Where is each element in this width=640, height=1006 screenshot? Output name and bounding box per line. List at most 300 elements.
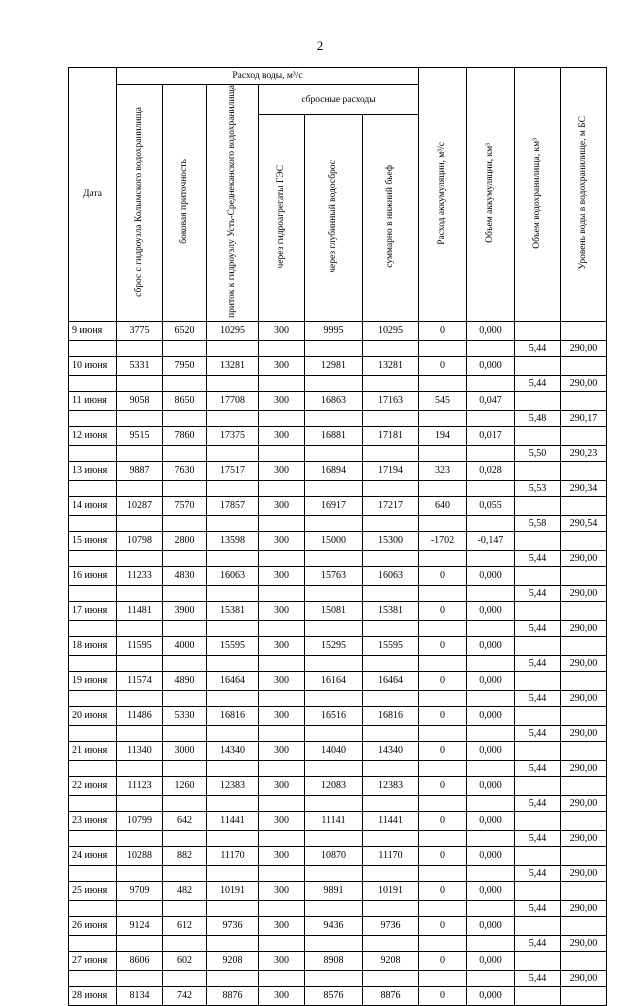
reservoir-volume-cell: 5,44 (515, 725, 561, 741)
empty-cell (305, 410, 363, 426)
empty-cell (207, 375, 259, 391)
empty-cell (305, 865, 363, 881)
empty-cell (207, 795, 259, 811)
hpp-discharge-cell: 300 (259, 706, 305, 725)
header-discharge-group: сбросные расходы (259, 85, 419, 115)
date-cell: 11 июня (69, 391, 117, 410)
lateral-inflow-cell: 4890 (163, 671, 207, 690)
empty-cell (259, 585, 305, 601)
kolyma-release-cell: 3775 (117, 321, 163, 340)
kolyma-release-cell: 9124 (117, 916, 163, 935)
reservoir-volume-cell: 5,53 (515, 480, 561, 496)
lateral-inflow-cell: 5330 (163, 706, 207, 725)
empty-cell (305, 795, 363, 811)
empty-cell (561, 391, 607, 410)
date-cell: 10 июня (69, 356, 117, 375)
empty-cell (163, 375, 207, 391)
empty-cell (363, 760, 419, 776)
header-hpp: через гидроагрегаты ГЭС (259, 115, 305, 322)
date-cell: 14 июня (69, 496, 117, 515)
empty-cell (363, 865, 419, 881)
empty-cell (561, 846, 607, 865)
empty-cell (163, 410, 207, 426)
table-row-reservoir (69, 620, 607, 636)
inflow-cell: 9736 (207, 916, 259, 935)
empty-cell (117, 375, 163, 391)
empty-cell (163, 865, 207, 881)
accum-rate-cell: 0 (419, 951, 467, 970)
empty-cell (163, 760, 207, 776)
empty-cell (515, 706, 561, 725)
accum-rate-cell: 194 (419, 426, 467, 445)
table-row-reservoir (69, 340, 607, 356)
empty-cell (305, 480, 363, 496)
accum-rate-cell: 0 (419, 741, 467, 760)
accum-rate-cell: 0 (419, 986, 467, 1005)
empty-cell (515, 671, 561, 690)
table-row-reservoir (69, 795, 607, 811)
header-reservoir-volume: Объем водохранилища, км³ (515, 68, 561, 322)
reservoir-volume-cell: 5,44 (515, 585, 561, 601)
table-row-reservoir (69, 830, 607, 846)
deep-spillway-cell: 8908 (305, 951, 363, 970)
inflow-cell: 17517 (207, 461, 259, 480)
empty-cell (561, 951, 607, 970)
accum-rate-cell: 0 (419, 776, 467, 795)
inflow-cell: 15381 (207, 601, 259, 620)
total-discharge-cell: 10191 (363, 881, 419, 900)
empty-cell (163, 480, 207, 496)
empty-cell (259, 970, 305, 986)
empty-cell (305, 375, 363, 391)
accum-rate-cell: 0 (419, 636, 467, 655)
date-cell: 26 июня (69, 916, 117, 935)
accum-volume-cell: 0,000 (467, 951, 515, 970)
water-level-cell: 290,00 (561, 690, 607, 706)
empty-cell (419, 655, 467, 671)
hpp-discharge-cell: 300 (259, 881, 305, 900)
date-cell: 25 июня (69, 881, 117, 900)
accum-volume-cell: 0,000 (467, 846, 515, 865)
empty-cell (163, 690, 207, 706)
total-discharge-cell: 15381 (363, 601, 419, 620)
empty-cell (163, 795, 207, 811)
accum-rate-cell: -1702 (419, 531, 467, 550)
empty-cell (69, 480, 117, 496)
water-level-cell: 290,54 (561, 515, 607, 531)
lateral-inflow-cell: 742 (163, 986, 207, 1005)
empty-cell (259, 935, 305, 951)
lateral-inflow-cell: 3900 (163, 601, 207, 620)
lateral-inflow-cell: 6520 (163, 321, 207, 340)
total-discharge-cell: 17194 (363, 461, 419, 480)
empty-cell (207, 970, 259, 986)
empty-cell (363, 375, 419, 391)
empty-cell (363, 550, 419, 566)
date-cell: 18 июня (69, 636, 117, 655)
empty-cell (305, 445, 363, 461)
inflow-cell: 15595 (207, 636, 259, 655)
inflow-cell: 10295 (207, 321, 259, 340)
date-cell: 12 июня (69, 426, 117, 445)
empty-cell (561, 776, 607, 795)
empty-cell (259, 760, 305, 776)
empty-cell (419, 585, 467, 601)
hpp-discharge-cell: 300 (259, 601, 305, 620)
hpp-discharge-cell: 300 (259, 671, 305, 690)
total-discharge-cell: 12383 (363, 776, 419, 795)
accum-rate-cell: 0 (419, 916, 467, 935)
accum-rate-cell: 0 (419, 566, 467, 585)
water-level-cell: 290,00 (561, 340, 607, 356)
kolyma-release-cell: 8134 (117, 986, 163, 1005)
empty-cell (305, 515, 363, 531)
empty-cell (515, 356, 561, 375)
lateral-inflow-cell: 8650 (163, 391, 207, 410)
empty-cell (363, 970, 419, 986)
kolyma-release-cell: 11574 (117, 671, 163, 690)
empty-cell (259, 865, 305, 881)
empty-cell (259, 480, 305, 496)
water-level-cell: 290,00 (561, 795, 607, 811)
empty-cell (259, 340, 305, 356)
empty-cell (467, 655, 515, 671)
empty-cell (117, 550, 163, 566)
empty-cell (259, 620, 305, 636)
empty-cell (117, 865, 163, 881)
empty-cell (515, 811, 561, 830)
empty-cell (69, 830, 117, 846)
empty-cell (363, 620, 419, 636)
empty-cell (69, 410, 117, 426)
accum-volume-cell: 0,000 (467, 986, 515, 1005)
header-inflow: приток к гидроузлу Усть-Среднеканского водохранилища (207, 85, 259, 322)
empty-cell (163, 620, 207, 636)
hpp-discharge-cell: 300 (259, 986, 305, 1005)
total-discharge-cell: 9736 (363, 916, 419, 935)
accum-volume-cell: 0,000 (467, 566, 515, 585)
empty-cell (419, 620, 467, 636)
inflow-cell: 16464 (207, 671, 259, 690)
total-discharge-cell: 17181 (363, 426, 419, 445)
empty-cell (515, 321, 561, 340)
empty-cell (561, 986, 607, 1005)
empty-cell (419, 760, 467, 776)
empty-cell (259, 690, 305, 706)
table-row (69, 391, 607, 410)
deep-spillway-cell: 16863 (305, 391, 363, 410)
reservoir-volume-cell: 5,44 (515, 655, 561, 671)
water-level-cell: 290,00 (561, 655, 607, 671)
kolyma-release-cell: 9709 (117, 881, 163, 900)
accum-volume-cell: 0,000 (467, 671, 515, 690)
water-level-cell: 290,17 (561, 410, 607, 426)
table-row (69, 601, 607, 620)
header-water-level: Уровень воды в водохранилище, м БС (561, 68, 607, 322)
empty-cell (467, 585, 515, 601)
empty-cell (515, 461, 561, 480)
total-discharge-cell: 16816 (363, 706, 419, 725)
empty-cell (515, 846, 561, 865)
empty-cell (561, 811, 607, 830)
table-row (69, 461, 607, 480)
inflow-cell: 11441 (207, 811, 259, 830)
inflow-cell: 13281 (207, 356, 259, 375)
empty-cell (515, 776, 561, 795)
kolyma-release-cell: 11481 (117, 601, 163, 620)
date-cell: 23 июня (69, 811, 117, 830)
accum-volume-cell: 0,000 (467, 916, 515, 935)
lateral-inflow-cell: 4830 (163, 566, 207, 585)
empty-cell (163, 585, 207, 601)
empty-cell (419, 515, 467, 531)
accum-volume-cell: 0,000 (467, 636, 515, 655)
table-row-reservoir (69, 480, 607, 496)
reservoir-volume-cell: 5,44 (515, 550, 561, 566)
header-accum-volume: Объем аккумуляции, км³ (467, 68, 515, 322)
hpp-discharge-cell: 300 (259, 531, 305, 550)
empty-cell (305, 970, 363, 986)
accum-rate-cell: 323 (419, 461, 467, 480)
empty-cell (259, 830, 305, 846)
table-row (69, 496, 607, 515)
table-row-reservoir (69, 375, 607, 391)
empty-cell (69, 340, 117, 356)
accum-rate-cell: 0 (419, 321, 467, 340)
inflow-cell: 16816 (207, 706, 259, 725)
kolyma-release-cell: 10799 (117, 811, 163, 830)
empty-cell (117, 410, 163, 426)
empty-cell (69, 935, 117, 951)
hpp-discharge-cell: 300 (259, 846, 305, 865)
empty-cell (561, 741, 607, 760)
water-level-cell: 290,00 (561, 935, 607, 951)
empty-cell (363, 585, 419, 601)
empty-cell (117, 445, 163, 461)
water-level-cell: 290,00 (561, 375, 607, 391)
reservoir-volume-cell: 5,44 (515, 830, 561, 846)
kolyma-release-cell: 11595 (117, 636, 163, 655)
empty-cell (259, 795, 305, 811)
deep-spillway-cell: 11141 (305, 811, 363, 830)
accum-volume-cell: 0,000 (467, 601, 515, 620)
empty-cell (419, 410, 467, 426)
total-discharge-cell: 14340 (363, 741, 419, 760)
empty-cell (467, 375, 515, 391)
page-number: 2 (316, 38, 324, 53)
date-cell: 20 июня (69, 706, 117, 725)
empty-cell (363, 725, 419, 741)
empty-cell (305, 655, 363, 671)
table-row-reservoir (69, 935, 607, 951)
empty-cell (259, 375, 305, 391)
empty-cell (515, 741, 561, 760)
table-row (69, 951, 607, 970)
empty-cell (207, 655, 259, 671)
lateral-inflow-cell: 482 (163, 881, 207, 900)
empty-cell (117, 830, 163, 846)
table-row-reservoir (69, 970, 607, 986)
water-discharge-table (68, 67, 607, 1006)
empty-cell (305, 550, 363, 566)
empty-cell (515, 636, 561, 655)
accum-rate-cell: 0 (419, 601, 467, 620)
table-row-reservoir (69, 445, 607, 461)
empty-cell (467, 340, 515, 356)
reservoir-volume-cell: 5,44 (515, 900, 561, 916)
deep-spillway-cell: 16516 (305, 706, 363, 725)
reservoir-volume-cell: 5,44 (515, 935, 561, 951)
empty-cell (561, 461, 607, 480)
hpp-discharge-cell: 300 (259, 566, 305, 585)
accum-rate-cell: 640 (419, 496, 467, 515)
empty-cell (467, 620, 515, 636)
date-cell: 19 июня (69, 671, 117, 690)
accum-volume-cell: 0,000 (467, 706, 515, 725)
empty-cell (207, 830, 259, 846)
lateral-inflow-cell: 612 (163, 916, 207, 935)
empty-cell (207, 340, 259, 356)
empty-cell (117, 655, 163, 671)
table-row (69, 706, 607, 725)
table-row (69, 741, 607, 760)
date-cell: 28 июня (69, 986, 117, 1005)
inflow-cell: 17857 (207, 496, 259, 515)
accum-volume-cell: 0,000 (467, 741, 515, 760)
empty-cell (259, 725, 305, 741)
kolyma-release-cell: 10287 (117, 496, 163, 515)
empty-cell (305, 585, 363, 601)
accum-volume-cell: 0,000 (467, 881, 515, 900)
empty-cell (419, 690, 467, 706)
empty-cell (207, 480, 259, 496)
inflow-cell: 14340 (207, 741, 259, 760)
empty-cell (69, 585, 117, 601)
empty-cell (363, 655, 419, 671)
empty-cell (163, 830, 207, 846)
empty-cell (561, 566, 607, 585)
accum-volume-cell: 0,017 (467, 426, 515, 445)
empty-cell (259, 445, 305, 461)
empty-cell (163, 340, 207, 356)
water-level-cell: 290,00 (561, 830, 607, 846)
accum-volume-cell: 0,000 (467, 776, 515, 795)
empty-cell (163, 515, 207, 531)
accum-volume-cell: 0,047 (467, 391, 515, 410)
empty-cell (69, 795, 117, 811)
water-level-cell: 290,00 (561, 550, 607, 566)
kolyma-release-cell: 9515 (117, 426, 163, 445)
accum-rate-cell: 0 (419, 811, 467, 830)
deep-spillway-cell: 16917 (305, 496, 363, 515)
water-level-cell: 290,00 (561, 865, 607, 881)
table-row (69, 566, 607, 585)
date-cell: 9 июня (69, 321, 117, 340)
empty-cell (515, 426, 561, 445)
empty-cell (69, 655, 117, 671)
accum-rate-cell: 0 (419, 706, 467, 725)
empty-cell (363, 410, 419, 426)
total-discharge-cell: 8876 (363, 986, 419, 1005)
deep-spillway-cell: 16894 (305, 461, 363, 480)
table-row (69, 916, 607, 935)
empty-cell (467, 690, 515, 706)
empty-cell (515, 986, 561, 1005)
empty-cell (363, 795, 419, 811)
empty-cell (515, 391, 561, 410)
lateral-inflow-cell: 7570 (163, 496, 207, 515)
deep-spillway-cell: 12981 (305, 356, 363, 375)
deep-spillway-cell: 14040 (305, 741, 363, 760)
lateral-inflow-cell: 3000 (163, 741, 207, 760)
empty-cell (515, 951, 561, 970)
empty-cell (305, 340, 363, 356)
lateral-inflow-cell: 7860 (163, 426, 207, 445)
lateral-inflow-cell: 1260 (163, 776, 207, 795)
reservoir-volume-cell: 5,48 (515, 410, 561, 426)
water-level-cell: 290,00 (561, 620, 607, 636)
empty-cell (305, 760, 363, 776)
inflow-cell: 16063 (207, 566, 259, 585)
lateral-inflow-cell: 7630 (163, 461, 207, 480)
empty-cell (419, 375, 467, 391)
kolyma-release-cell: 8606 (117, 951, 163, 970)
table-row (69, 846, 607, 865)
table-row-reservoir (69, 865, 607, 881)
hpp-discharge-cell: 300 (259, 461, 305, 480)
kolyma-release-cell: 9887 (117, 461, 163, 480)
water-level-cell: 290,00 (561, 725, 607, 741)
deep-spillway-cell: 9891 (305, 881, 363, 900)
empty-cell (467, 445, 515, 461)
empty-cell (69, 445, 117, 461)
kolyma-release-cell: 10288 (117, 846, 163, 865)
empty-cell (117, 725, 163, 741)
empty-cell (163, 550, 207, 566)
empty-cell (305, 725, 363, 741)
hpp-discharge-cell: 300 (259, 916, 305, 935)
deep-spillway-cell: 12083 (305, 776, 363, 795)
total-discharge-cell: 16464 (363, 671, 419, 690)
inflow-cell: 9208 (207, 951, 259, 970)
deep-spillway-cell: 9436 (305, 916, 363, 935)
table-row (69, 426, 607, 445)
hpp-discharge-cell: 300 (259, 951, 305, 970)
lateral-inflow-cell: 602 (163, 951, 207, 970)
empty-cell (163, 655, 207, 671)
table-row (69, 531, 607, 550)
lateral-inflow-cell: 2800 (163, 531, 207, 550)
date-cell: 27 июня (69, 951, 117, 970)
empty-cell (561, 321, 607, 340)
table-row (69, 986, 607, 1005)
empty-cell (561, 706, 607, 725)
empty-cell (561, 356, 607, 375)
empty-cell (69, 760, 117, 776)
inflow-cell: 17708 (207, 391, 259, 410)
hpp-discharge-cell: 300 (259, 776, 305, 795)
empty-cell (207, 935, 259, 951)
empty-cell (419, 795, 467, 811)
empty-cell (419, 830, 467, 846)
empty-cell (561, 636, 607, 655)
empty-cell (117, 480, 163, 496)
empty-cell (207, 550, 259, 566)
table-row-reservoir (69, 585, 607, 601)
kolyma-release-cell: 10798 (117, 531, 163, 550)
table-row (69, 356, 607, 375)
empty-cell (467, 725, 515, 741)
